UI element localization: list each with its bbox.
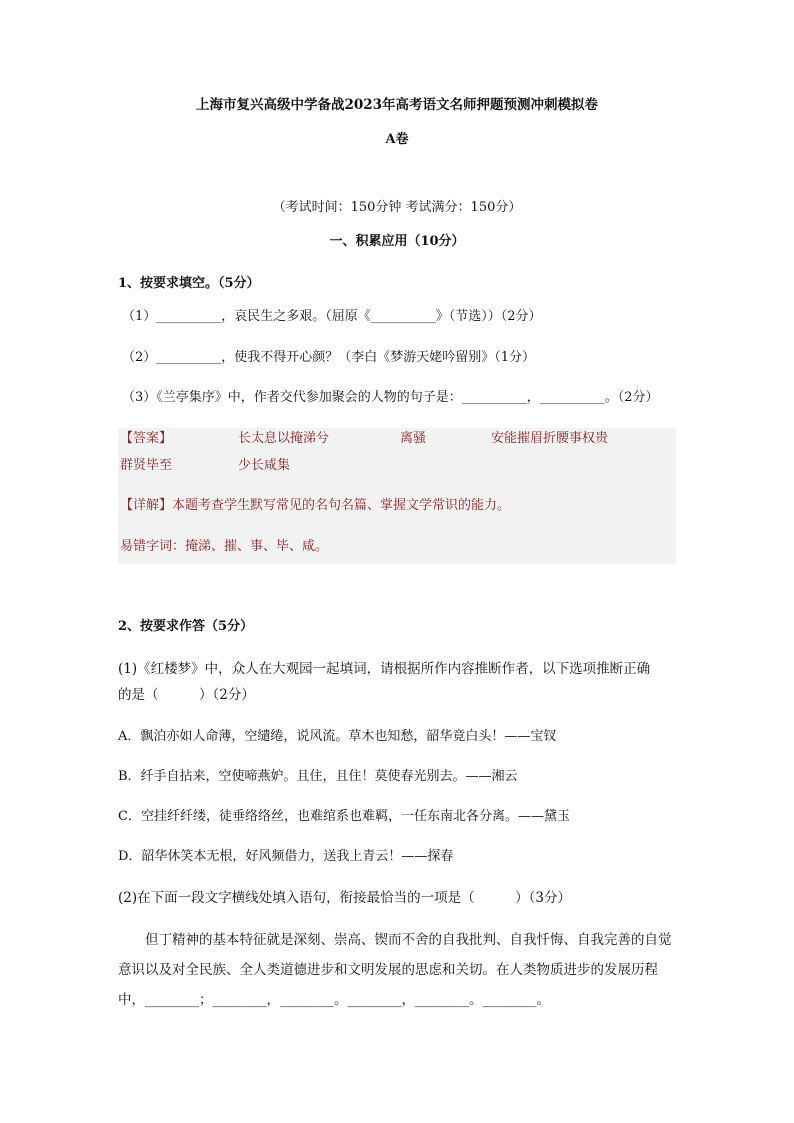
question-2-sub1: (1)《红楼梦》中，众人在大观园一起填词，请根据所作内容推断作者，以下选项推断正确 [118, 661, 651, 677]
answer-label: 【答案】 [120, 431, 173, 446]
option-a: A．飘泊亦如人命薄，空缱绻，说风流。草木也知愁，韶华竟白头！——宝钗 [118, 729, 557, 744]
question-1-item: （1）__________，哀民生之多艰。（屈原《__________》（节选））（2分） [122, 309, 542, 324]
answer-text: 离骚 [400, 431, 427, 446]
passage: 但丁精神的基本特征就是深刻、崇高、锲而不舍的自我批判、自我忏悔、自我完善的自觉意识以及对全民族、全人类道德进步和文明发展的思虑和关切。在人类物质进步的发展历程中，________；________，________。________，________。________。 [118, 932, 672, 1008]
option-b: B．纤手自拈来，空使啼燕妒。且住，且住！莫使春光别去。——湘云 [118, 769, 518, 784]
question-2-sub1-cont: 的是（ ）（2分） [118, 687, 255, 703]
question-1-item: （3）《兰亭集序》中，作者交代参加聚会的人物的句子是：__________，__________。（2分） [122, 390, 659, 405]
question-2-title: 2、按要求作答（5分） [118, 619, 254, 634]
volume-label: A卷 [385, 132, 409, 147]
option-c: C．空挂纤纤缕，徒垂络络丝，也难绾系也难羁，一任东南北各分离。——黛玉 [118, 809, 570, 824]
question-1-title: 1、按要求填空。（5分） [118, 276, 260, 291]
answer-typos: 易错字词：掩涕、摧、事、毕、咸。 [120, 539, 329, 554]
answer-text: 群贤毕至 [120, 458, 173, 473]
option-d: D．韶华休笑本无根，好风频借力，送我上青云！——探春 [118, 849, 454, 864]
answer-text: 少长咸集 [238, 458, 291, 473]
answer-detail: 【详解】本题考查学生默写常见的名句名篇、掌握文学常识的能力。 [120, 498, 511, 513]
exam-info: （考试时间：150分钟 考试满分：150分） [272, 200, 522, 215]
answer-text: 长太息以掩涕兮 [238, 431, 330, 446]
document-title: 上海市复兴高级中学备战2023年高考语文名师押题预测冲刺模拟卷 [195, 97, 599, 113]
section-heading: 一、积累应用（10分） [329, 234, 465, 249]
question-2-sub2: (2)在下面一段文字横线处填入语句，衔接最恰当的一项是（ ）（3分） [118, 890, 571, 906]
answer-text: 安能摧眉折腰事权贵 [491, 431, 609, 446]
question-1-item: （2）__________，使我不得开心颜？（李白《梦游天姥吟留别》（1分） [122, 350, 536, 365]
